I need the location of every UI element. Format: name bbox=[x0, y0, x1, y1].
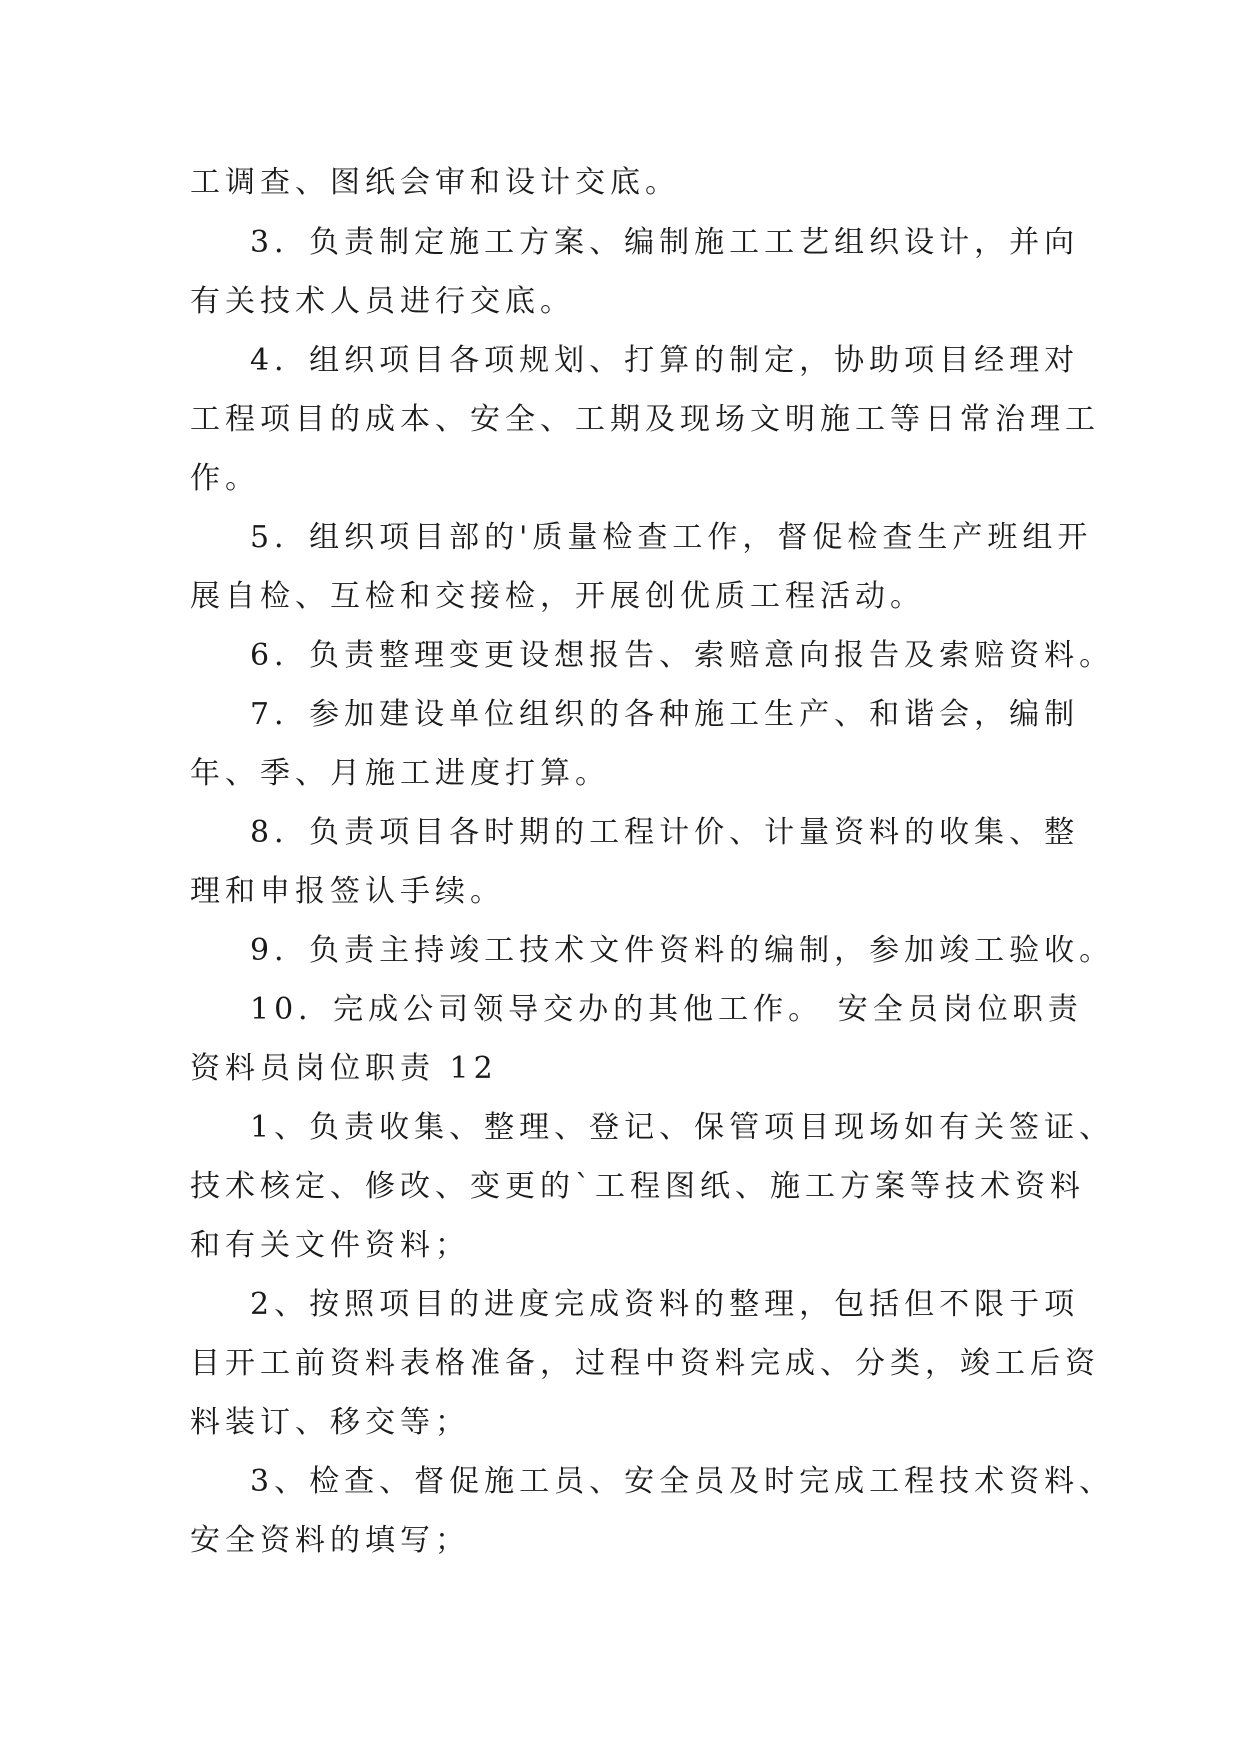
text-line: 资料员岗位职责 12 bbox=[190, 1051, 498, 1086]
text-line: 9．负责主持竣工技术文件资料的编制，参加竣工验收。 bbox=[250, 933, 1115, 968]
text-line: 5．组织项目部的'质量检查工作，督促检查生产班组开 bbox=[250, 520, 1093, 555]
text-line: 作。 bbox=[190, 461, 260, 496]
text-line: 有关技术人员进行交底。 bbox=[190, 284, 575, 319]
text-line: 6．负责整理变更设想报告、索赔意向报告及索赔资料。 bbox=[250, 638, 1115, 673]
text-line: 7．参加建设单位组织的各种施工生产、和谐会，编制 bbox=[250, 697, 1080, 732]
text-line: 工程项目的成本、安全、工期及现场文明施工等日常治理工 bbox=[190, 402, 1100, 437]
text-line: 工调查、图纸会审和设计交底。 bbox=[190, 165, 680, 200]
text-line: 1、负责收集、整理、登记、保管项目现场如有关签证、 bbox=[250, 1110, 1115, 1145]
text-line: 2、按照项目的进度完成资料的整理，包括但不限于项 bbox=[250, 1287, 1080, 1322]
text-line: 技术核定、修改、变更的`工程图纸、施工方案等技术资料 bbox=[190, 1169, 1085, 1204]
text-line: 和有关文件资料； bbox=[190, 1228, 470, 1263]
text-line: 目开工前资料表格准备，过程中资料完成、分类，竣工后资 bbox=[190, 1346, 1100, 1381]
text-line: 安全资料的填写； bbox=[190, 1523, 470, 1558]
text-line: 4．组织项目各项规划、打算的制定，协助项目经理对 bbox=[250, 343, 1080, 378]
text-line: 理和申报签认手续。 bbox=[190, 874, 505, 909]
text-line: 3．负责制定施工方案、编制施工工艺组织设计，并向 bbox=[250, 225, 1080, 260]
text-line: 年、季、月施工进度打算。 bbox=[190, 756, 610, 791]
text-line: 10．完成公司领导交办的其他工作。 安全员岗位职责 bbox=[250, 992, 1083, 1027]
text-line: 展自检、互检和交接检，开展创优质工程活动。 bbox=[190, 579, 925, 614]
text-line: 料装订、移交等； bbox=[190, 1405, 470, 1440]
text-line: 3、检查、督促施工员、安全员及时完成工程技术资料、 bbox=[250, 1464, 1115, 1499]
text-line: 8．负责项目各时期的工程计价、计量资料的收集、整 bbox=[250, 815, 1080, 850]
